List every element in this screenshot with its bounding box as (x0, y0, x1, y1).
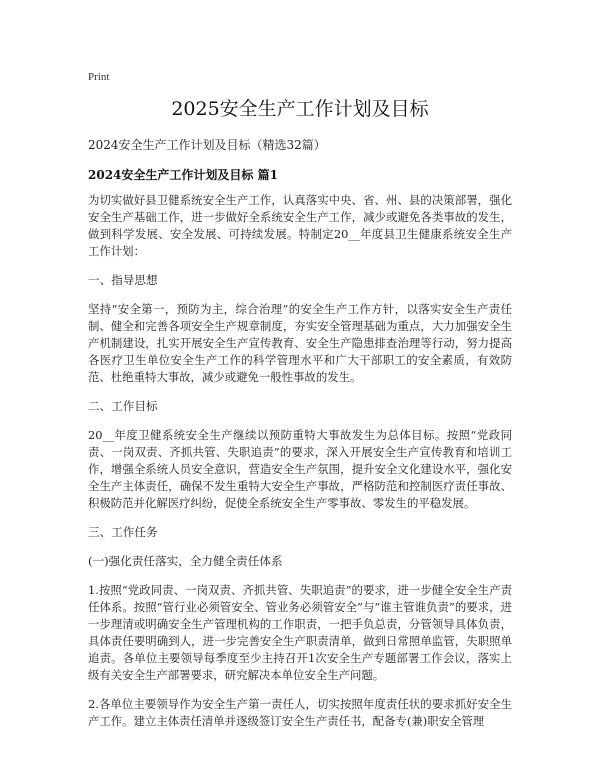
document-subtitle: 2024安全生产工作计划及目标（精选32篇） (88, 138, 326, 152)
paragraph-guiding-ideology: 坚持“安全第一，预防为主，综合治理”的安全生产工作方针，以落实安全生产责任制、健全和完善各项安全生产规章制度，夯实安全管理基础为重点，大力加强安全生产机制建设，扎实开展安全生产宣传教育、安全生产隐患排查治理等行动，努力提高各医疗卫生单位安全生产工作的科学管理水平和广大干部职工的安全素质，有效防范、杜绝重特大事故，减少或避免一般性事故的发生。 (88, 302, 512, 384)
intro-paragraph: 为切实做好县卫健系统安全生产工作，认真落实中央、省、州、县的决策部署，强化安全生产基础工作，进一步做好全系统安全生产工作，减少或避免各类事故的发生，做到科学发展、安全发展、可持续发展。特制定20__年度县卫生健康系统安全生产工作计划： (88, 193, 512, 258)
heading-work-tasks: 三、工作任务 (88, 525, 158, 539)
paragraph-task-2: 2.各单位主要领导作为安全生产第一责任人，切实按照年度责任状的要求抓好安全生产工作。建立主体责任清单并逐级签订安全生产责任书，配备专(兼)职安全管理 (88, 697, 512, 728)
print-link[interactable]: Print (88, 71, 110, 83)
document-title: 2025安全生产工作计划及目标 (171, 98, 429, 120)
paragraph-work-goals: 20__年度卫健系统安全生产继续以预防重特大事故发生为总体目标。按照“党政同责、一岗双责、齐抓共管、失职追责”的要求，深入开展安全生产宣传教育和培训工作，增强全系统人员安全意识，营造安全生产氛围，提升安全文化建设水平，强化安全生产主体责任，确保不发生重特大安全生产事故，严格防范和控制医疗责任事故、积极防范并化解医疗纠纷，促使全系统安全生产零事故、零发生的平稳发展。 (88, 428, 512, 510)
heading-work-goals: 二、工作目标 (88, 399, 158, 413)
paragraph-task-1: 1.按照“党政同责、一岗双责、齐抓共管、失职追责”的要求，进一步健全安全生产责任体系。按照“管行业必须管安全、管业务必须管安全”与“谁主管谁负责”的要求，进一步理清或明确安全生产管理机构的工作职责，一把手负总责，分管领导具体负责，具体责任要明确到人，进一步完善安全生产职责清单，做到日常照单监管，失职照单追责。各单位主要领导每季度至少主持召开1次安全生产专题部署工作会议，落实上级有关安全生产部署要求，研究解决本单位安全生产问题。 (88, 583, 512, 682)
subheading-responsibility: (一)强化责任落实，全力健全责任体系 (88, 554, 283, 568)
heading-guiding-ideology: 一、指导思想 (88, 273, 158, 287)
section-title: 2024安全生产工作计划及目标 篇1 (88, 168, 278, 182)
